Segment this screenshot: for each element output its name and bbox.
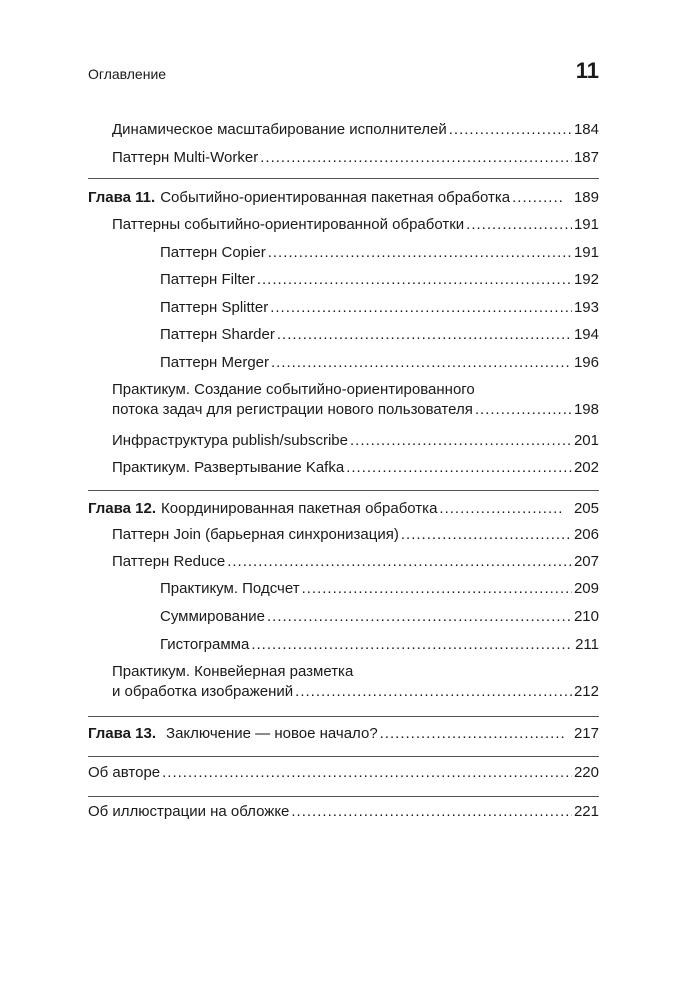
dot-leader [439,500,564,518]
toc-entry-title: Практикум. Развертывание Kafka [112,459,345,476]
toc-entry-title: Практикум. Подсчет [160,580,300,597]
toc-entry-title: Динамическое масштабирование исполнителей [112,121,447,138]
toc-entry-page: 202 [573,459,599,476]
chapter-label: Глава 12. [88,500,157,517]
toc-entry-title: Паттерн Join (барьерная синхронизация) [112,526,399,543]
toc-entry-title-line2: и обработка изображений [112,683,294,700]
dot-leader [270,299,572,317]
dot-leader [251,636,573,654]
section-divider [88,490,599,491]
toc-entry-page: 198 [573,401,599,418]
dot-leader [350,432,572,450]
toc-entry-multiline[interactable] [112,662,599,702]
toc-entry[interactable] [112,149,599,167]
toc-entry-line2 [112,682,599,702]
dot-leader [277,326,572,344]
dot-leader [291,803,572,821]
toc-entry[interactable] [88,764,599,782]
dot-leader [257,271,572,289]
dot-leader [346,459,572,477]
toc-entry[interactable] [160,608,599,626]
toc-entry-title: Гистограмма [160,636,250,653]
toc-entry-title: Паттерн Reduce [112,553,226,570]
toc-entry-title: Событийно-ориентированная пакетная обработка [160,189,511,206]
toc-chapter-entry[interactable] [88,500,599,518]
toc-entry[interactable] [160,636,599,654]
section-divider [88,716,599,717]
toc-entry[interactable] [160,271,599,289]
toc-entry-multiline[interactable] [112,380,599,420]
toc-entry-page: 211 [575,636,599,653]
toc-entry-page: 205 [573,500,599,517]
chapter-label: Глава 13. [88,725,157,742]
section-divider [88,178,599,179]
toc-entry-page: 193 [573,299,599,316]
toc-entry-title: Паттерн Multi-Worker [112,149,259,166]
toc-entry-line2 [112,400,599,420]
dot-leader [295,682,572,702]
dot-leader [268,244,572,262]
toc-entry-title: Суммирование [160,608,265,625]
toc-entry-title: Паттерн Merger [160,354,270,371]
toc-entry-page: 207 [573,553,599,570]
toc-entry-page: 210 [573,608,599,625]
toc-entry-title: Паттерн Filter [160,271,255,288]
toc-entry-page: 191 [573,216,599,233]
dot-leader [302,580,572,598]
toc-entry-title: Паттерн Copier [160,244,266,261]
running-header-title: Оглавление [88,66,167,82]
toc-entry-title: Координированная пакетная обработка [161,500,438,517]
toc-entry-title-line1: Практикум. Конвейерная разметка [112,663,354,680]
toc-entry-page: 192 [573,271,599,288]
section-divider [88,756,599,757]
toc-entry[interactable] [112,432,599,450]
dot-leader [267,608,572,626]
toc-entry-title: Инфраструктура publish/subscribe [112,432,348,449]
toc-entry-page: 212 [573,683,599,700]
toc-entry[interactable] [112,553,599,571]
toc-entry-title: Паттерн Splitter [160,299,269,316]
toc-entry-page: 196 [573,354,599,371]
toc-entry[interactable] [160,354,599,372]
toc-entry-page: 187 [573,149,599,166]
toc-entry-page: 189 [573,189,599,206]
toc-entry-page: 209 [573,580,599,597]
toc-entry-title: Паттерн Sharder [160,326,275,343]
dot-leader [401,526,572,544]
dot-leader [260,149,572,167]
section-divider [88,796,599,797]
toc-entry-title-line2: потока задач для регистрации нового пользователя [112,401,473,418]
chapter-label: Глава 11. [88,189,156,206]
dot-leader [227,553,572,571]
dot-leader [271,354,572,372]
dot-leader [512,189,564,207]
page-number: 11 [575,58,599,83]
dot-leader [380,725,564,743]
toc-entry-page: 201 [573,432,599,449]
toc-entry[interactable] [160,299,599,317]
dot-leader [162,764,572,782]
toc-entry-title: Паттерны событийно-ориентированной обработки [112,216,465,233]
dot-leader [475,400,572,420]
toc-entry-title: Заключение — новое начало? [166,725,378,742]
toc-entry-title-line1: Практикум. Создание событийно-ориентированного [112,381,475,398]
toc-entry-page: 206 [573,526,599,543]
toc-entry-page: 184 [573,121,599,138]
dot-leader [466,216,572,234]
toc-entry[interactable] [160,580,599,598]
toc-chapter-entry[interactable] [88,725,599,743]
toc-entry-page: 194 [573,326,599,343]
toc-entry[interactable] [160,326,599,344]
toc-entry[interactable] [88,803,599,821]
toc-entry-page: 217 [573,725,599,742]
toc-entry[interactable] [112,459,599,477]
toc-entry[interactable] [112,121,599,139]
toc-entry-page: 191 [573,244,599,261]
toc-entry[interactable] [160,244,599,262]
toc-entry-page: 220 [573,764,599,781]
toc-chapter-entry[interactable] [88,189,599,207]
toc-entry[interactable] [112,216,599,234]
toc-entry-title: Об авторе [88,764,161,781]
toc-entry-title: Об иллюстрации на обложке [88,803,290,820]
dot-leader [449,121,572,139]
toc-entry[interactable] [112,526,599,544]
toc-entry-page: 221 [573,803,599,820]
